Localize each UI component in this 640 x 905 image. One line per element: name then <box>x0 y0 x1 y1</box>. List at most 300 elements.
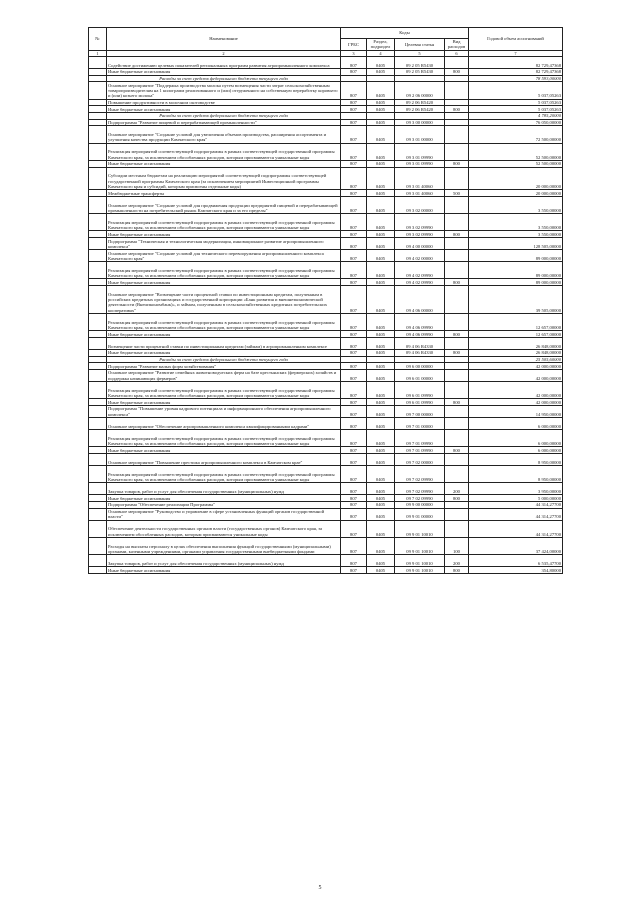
table-row <box>89 75 563 82</box>
header-amount: Годовой объем ассигнований <box>469 28 563 51</box>
row-exp-type-cell: 800 <box>445 279 469 286</box>
row-grbs-cell: 807 <box>341 190 367 197</box>
row-grbs-cell: 807 <box>341 483 367 495</box>
row-exp-type-cell <box>445 214 469 231</box>
row-amount-cell: 3 550,00000 <box>469 231 563 238</box>
row-name-cell: Реализация мероприятий соответствующей подпрограммы в рамках соответствующей государственной программы Камчатского края, за исключением обособленных расходов, которым присваиваются уникальные коды <box>107 143 341 160</box>
row-grbs-cell: 807 <box>341 143 367 160</box>
row-exp-type-cell: 800 <box>445 68 469 75</box>
row-target-cell: 09 2 06 R5420 <box>395 99 445 106</box>
table-row <box>89 112 563 119</box>
row-amount-cell: 128 505,00000 <box>469 238 563 250</box>
row-num-cell <box>89 167 107 190</box>
row-num-cell <box>89 196 107 213</box>
row-exp-type-cell: 800 <box>445 399 469 406</box>
row-target-cell: 09 3 01 40060 <box>395 190 445 197</box>
row-amount-cell: 42 000,00000 <box>469 363 563 370</box>
row-section-cell: 0405 <box>367 250 395 262</box>
row-target-cell: 09 4 00 00000 <box>395 238 445 250</box>
row-section-cell: 0405 <box>367 314 395 331</box>
row-target-cell: 09 4 06 R4330 <box>395 338 445 350</box>
row-section-cell: 0405 <box>367 508 395 520</box>
table-header <box>89 28 563 57</box>
row-name-cell: Основное мероприятие "Создание условий для технического перевооружения агропромышленного комплекса Камчатского края" <box>107 250 341 262</box>
row-num-cell <box>89 250 107 262</box>
row-section-cell: 0405 <box>367 418 395 430</box>
row-name-cell: Реализация мероприятий соответствующей подпрограммы в рамках соответствующей государственной программы Камчатского края, за исключением обособленных расходов, которым присваиваются уникальные коды <box>107 214 341 231</box>
row-section-cell: 0405 <box>367 406 395 418</box>
row-exp-type-cell <box>445 466 469 483</box>
row-exp-type-cell <box>445 56 469 68</box>
row-target-cell: 09 7 02 09990 <box>395 495 445 502</box>
row-num-cell <box>89 190 107 197</box>
header-section: Раздел, подраздел <box>367 39 395 51</box>
row-num-cell <box>89 262 107 279</box>
row-num-cell <box>89 538 107 555</box>
row-exp-type-cell: 200 <box>445 483 469 495</box>
table-row <box>89 314 563 331</box>
row-amount-cell: 89 000,00000 <box>469 279 563 286</box>
row-grbs-cell: 807 <box>341 68 367 75</box>
table-row <box>89 370 563 382</box>
row-section-cell: 0405 <box>367 68 395 75</box>
col-number: 6 <box>445 50 469 56</box>
table-row <box>89 454 563 466</box>
row-num-cell <box>89 238 107 250</box>
row-exp-type-cell <box>445 167 469 190</box>
row-amount-cell: 5 000,00000 <box>469 495 563 502</box>
row-target-cell: 09 7 01 00000 <box>395 418 445 430</box>
col-number: 4 <box>367 50 395 56</box>
row-grbs-cell <box>341 75 367 82</box>
table-row <box>89 106 563 113</box>
table-row <box>89 538 563 555</box>
table-row <box>89 279 563 286</box>
table-row <box>89 250 563 262</box>
row-amount-cell: 4 785,20000 <box>469 112 563 119</box>
row-grbs-cell: 807 <box>341 382 367 399</box>
row-exp-type-cell <box>445 338 469 350</box>
row-exp-type-cell <box>445 196 469 213</box>
table-row <box>89 338 563 350</box>
row-section-cell: 0405 <box>367 430 395 447</box>
row-target-cell: 09 9 00 00000 <box>395 502 445 509</box>
row-section-cell: 0405 <box>367 99 395 106</box>
row-amount-cell: 5 037,05263 <box>469 82 563 99</box>
row-num-cell <box>89 350 107 357</box>
row-target-cell <box>395 112 445 119</box>
row-name-cell: Основное мероприятие "Возмещение части процентной ставки по инвестиционным кредитам, полученным в российских кредитных организациях и государственной корпорации «Банк развития и внешнеэкономической деятельности (Внешэкономбанк)», и займам, полученным в сельскохозяйственных кредитных потребительских кооперативах" <box>107 286 341 314</box>
row-section-cell: 0405 <box>367 167 395 190</box>
row-exp-type-cell <box>445 82 469 99</box>
table-row <box>89 238 563 250</box>
row-amount-cell: 52 500,00000 <box>469 143 563 160</box>
table-row <box>89 350 563 357</box>
row-grbs-cell: 807 <box>341 418 367 430</box>
row-grbs-cell: 807 <box>341 331 367 338</box>
row-exp-type-cell <box>445 520 469 537</box>
row-exp-type-cell <box>445 418 469 430</box>
row-num-cell <box>89 356 107 363</box>
table-row <box>89 331 563 338</box>
row-exp-type-cell: 800 <box>445 106 469 113</box>
table-row <box>89 126 563 143</box>
table-row <box>89 196 563 213</box>
row-section-cell: 0405 <box>367 382 395 399</box>
table-row <box>89 190 563 197</box>
row-name-cell: Подпрограмма "Техническая и технологическая модернизация, инновационное развитие агропромышленного комплекса" <box>107 238 341 250</box>
row-target-cell: 09 3 01 00000 <box>395 126 445 143</box>
row-target-cell: 09 3 01 40060 <box>395 167 445 190</box>
row-name-cell: Иные бюджетные ассигнования <box>107 399 341 406</box>
row-grbs-cell: 807 <box>341 82 367 99</box>
row-exp-type-cell <box>445 143 469 160</box>
row-amount-cell: 42 000,00000 <box>469 382 563 399</box>
row-amount-cell: 52 500,00000 <box>469 160 563 167</box>
row-target-cell: 09 4 06 09990 <box>395 331 445 338</box>
row-num-cell <box>89 106 107 113</box>
row-amount-cell: 25 505,60000 <box>469 356 563 363</box>
row-section-cell: 0405 <box>367 447 395 454</box>
row-amount-cell: 42 000,00000 <box>469 370 563 382</box>
row-grbs-cell <box>341 112 367 119</box>
header-grbs: ГРБС <box>341 39 367 51</box>
row-grbs-cell: 807 <box>341 538 367 555</box>
row-section-cell: 0405 <box>367 370 395 382</box>
header-num: № <box>89 28 107 51</box>
row-name-cell: Возмещение части процентной ставки по инвестиционным кредитам (займам) в агропромышленном комплексе <box>107 338 341 350</box>
row-amount-cell: 76 050,00000 <box>469 119 563 126</box>
row-amount-cell: 12 657,00000 <box>469 314 563 331</box>
table-row <box>89 495 563 502</box>
row-section-cell: 0405 <box>367 190 395 197</box>
table-row <box>89 56 563 68</box>
row-num-cell <box>89 466 107 483</box>
row-num-cell <box>89 160 107 167</box>
row-name-cell: Закупка товаров, работ и услуг для обеспечения государственных (муниципальных) нужд <box>107 555 341 567</box>
row-grbs-cell: 807 <box>341 238 367 250</box>
row-target-cell: 09 9 01 10010 <box>395 567 445 574</box>
row-name-cell: Расходы за счет средств федерального бюджета текущего года <box>107 112 341 119</box>
row-num-cell <box>89 363 107 370</box>
row-target-cell: 09 9 01 00000 <box>395 508 445 520</box>
row-name-cell: Подпрограмма "Развитие пищевой и перерабатывающей промышленности" <box>107 119 341 126</box>
row-target-cell: 09 4 06 00000 <box>395 286 445 314</box>
row-target-cell: 09 6 00 00000 <box>395 363 445 370</box>
row-amount-cell: 3 550,00000 <box>469 196 563 213</box>
row-section-cell: 0405 <box>367 286 395 314</box>
row-target-cell: 09 7 02 09990 <box>395 466 445 483</box>
row-grbs-cell: 807 <box>341 250 367 262</box>
row-section-cell <box>367 112 395 119</box>
table-row <box>89 466 563 483</box>
row-num-cell <box>89 382 107 399</box>
row-exp-type-cell <box>445 126 469 143</box>
table-body <box>89 56 563 573</box>
row-target-cell: 09 7 02 00000 <box>395 454 445 466</box>
row-target-cell: 09 6 01 00000 <box>395 370 445 382</box>
row-target-cell: 09 2 06 00000 <box>395 82 445 99</box>
row-exp-type-cell: 800 <box>445 495 469 502</box>
row-num-cell <box>89 119 107 126</box>
row-num-cell <box>89 555 107 567</box>
row-name-cell: Иные бюджетные ассигнования <box>107 106 341 113</box>
row-grbs-cell: 807 <box>341 363 367 370</box>
row-section-cell <box>367 356 395 363</box>
row-amount-cell: 44 314,27700 <box>469 508 563 520</box>
table-row <box>89 520 563 537</box>
row-grbs-cell: 807 <box>341 279 367 286</box>
row-exp-type-cell <box>445 508 469 520</box>
row-amount-cell: 20 000,00000 <box>469 167 563 190</box>
row-num-cell <box>89 418 107 430</box>
page-number: 5 <box>318 885 322 891</box>
row-name-cell: Основное мероприятие "Создание условий для увеличения объемов производства, расширения ассортимента и улучшения качества продукции Камчатского края" <box>107 126 341 143</box>
row-section-cell: 0405 <box>367 399 395 406</box>
row-amount-cell: 82 729,47368 <box>469 68 563 75</box>
row-target-cell: 09 4 02 09990 <box>395 279 445 286</box>
row-num-cell <box>89 68 107 75</box>
row-grbs-cell: 807 <box>341 555 367 567</box>
row-grbs-cell: 807 <box>341 406 367 418</box>
row-section-cell: 0405 <box>367 126 395 143</box>
row-amount-cell: 39 505,00000 <box>469 286 563 314</box>
row-grbs-cell: 807 <box>341 196 367 213</box>
row-name-cell: Основное мероприятие "Поддержка производства молока путем возмещения части затрат сельскохозяйственным товаропроизводителям на 1 килограмм реализованного и (или) отгруженного на собственную переработку коровьего и (или) козьего молока" <box>107 82 341 99</box>
row-grbs-cell: 807 <box>341 508 367 520</box>
row-name-cell: Подпрограмма "Развитие малых форм хозяйствования" <box>107 363 341 370</box>
row-amount-cell: 26 848,00000 <box>469 350 563 357</box>
table-row <box>89 286 563 314</box>
row-grbs-cell: 807 <box>341 214 367 231</box>
row-num-cell <box>89 75 107 82</box>
row-exp-type-cell <box>445 75 469 82</box>
table-row <box>89 430 563 447</box>
table-row <box>89 167 563 190</box>
row-num-cell <box>89 370 107 382</box>
row-name-cell: Иные бюджетные ассигнования <box>107 160 341 167</box>
row-exp-type-cell: 500 <box>445 190 469 197</box>
row-amount-cell: 8 950,00000 <box>469 466 563 483</box>
row-num-cell <box>89 331 107 338</box>
row-name-cell: Расходы на выплаты персоналу в целях обеспечения выполнения функций государственными (муниципальными) органами, казенными учреждениями, органами управления государственными внебюджетными фондами <box>107 538 341 555</box>
row-section-cell: 0405 <box>367 338 395 350</box>
table-row <box>89 399 563 406</box>
row-name-cell: Иные бюджетные ассигнования <box>107 231 341 238</box>
row-amount-cell: 20 000,00000 <box>469 190 563 197</box>
table-row <box>89 143 563 160</box>
row-exp-type-cell <box>445 363 469 370</box>
row-grbs-cell: 807 <box>341 99 367 106</box>
table-row <box>89 567 563 574</box>
row-amount-cell: 3 950,00000 <box>469 483 563 495</box>
row-section-cell: 0405 <box>367 214 395 231</box>
row-num-cell <box>89 99 107 106</box>
row-amount-cell: 44 314,27700 <box>469 520 563 537</box>
row-name-cell: Иные бюджетные ассигнования <box>107 279 341 286</box>
row-amount-cell: 12 657,00000 <box>469 331 563 338</box>
row-amount-cell: 44 314,27700 <box>469 502 563 509</box>
col-number: 3 <box>341 50 367 56</box>
col-number: 1 <box>89 50 107 56</box>
budget-table <box>88 27 563 574</box>
row-num-cell <box>89 399 107 406</box>
row-target-cell: 09 4 02 09990 <box>395 262 445 279</box>
row-num-cell <box>89 502 107 509</box>
row-name-cell: Основное мероприятие "Повышение престижа агропромышленного комплекса в Камчатском крае" <box>107 454 341 466</box>
row-amount-cell: 6 535,47700 <box>469 555 563 567</box>
row-name-cell: Иные бюджетные ассигнования <box>107 567 341 574</box>
row-section-cell: 0405 <box>367 196 395 213</box>
table-row <box>89 119 563 126</box>
row-num-cell <box>89 231 107 238</box>
row-target-cell: 09 7 01 09990 <box>395 447 445 454</box>
row-num-cell <box>89 495 107 502</box>
row-name-cell: Субсидии местным бюджетам на реализацию мероприятий соответствующей подпрограммы соответствующей государственной программы Камчатского края (за исключением мероприятий Инвестиционной программы Камчатского края и субсидий, которым присвоены отдельные коды) <box>107 167 341 190</box>
row-section-cell: 0405 <box>367 160 395 167</box>
row-amount-cell: 78 593,00000 <box>469 75 563 82</box>
row-exp-type-cell: 800 <box>445 567 469 574</box>
row-num-cell <box>89 430 107 447</box>
row-name-cell: Иные бюджетные ассигнования <box>107 68 341 75</box>
row-grbs-cell: 807 <box>341 106 367 113</box>
row-target-cell: 09 3 00 00000 <box>395 119 445 126</box>
row-target-cell: 09 9 01 10010 <box>395 520 445 537</box>
row-name-cell: Основное мероприятие "Развитие семейных животноводческих ферм на базе крестьянских (фермерских) хозяйств и поддержка начинающих фермеров" <box>107 370 341 382</box>
row-exp-type-cell <box>445 406 469 418</box>
row-num-cell <box>89 126 107 143</box>
row-section-cell: 0405 <box>367 466 395 483</box>
row-name-cell: Расходы за счет средств федерального бюджета текущего года <box>107 75 341 82</box>
row-grbs-cell: 807 <box>341 520 367 537</box>
row-num-cell <box>89 279 107 286</box>
row-num-cell <box>89 82 107 99</box>
row-grbs-cell: 807 <box>341 502 367 509</box>
row-grbs-cell: 807 <box>341 350 367 357</box>
row-num-cell <box>89 143 107 160</box>
table-row <box>89 502 563 509</box>
row-section-cell: 0405 <box>367 350 395 357</box>
col-number: 5 <box>395 50 445 56</box>
row-exp-type-cell <box>445 356 469 363</box>
row-grbs-cell: 807 <box>341 56 367 68</box>
table-row <box>89 68 563 75</box>
row-amount-cell: 6 000,00000 <box>469 430 563 447</box>
row-exp-type-cell <box>445 119 469 126</box>
row-exp-type-cell <box>445 99 469 106</box>
row-target-cell: 09 2 05 R5430 <box>395 68 445 75</box>
row-num-cell <box>89 447 107 454</box>
row-exp-type-cell <box>445 314 469 331</box>
row-name-cell: Реализация мероприятий соответствующей подпрограммы в рамках соответствующей государственной программы Камчатского края, за исключением обособленных расходов, которым присваиваются уникальные коды <box>107 314 341 331</box>
row-section-cell: 0405 <box>367 279 395 286</box>
row-grbs-cell <box>341 356 367 363</box>
table-row <box>89 483 563 495</box>
row-name-cell: Иные бюджетные ассигнования <box>107 495 341 502</box>
row-amount-cell: 89 000,00000 <box>469 250 563 262</box>
row-target-cell: 09 6 01 09990 <box>395 399 445 406</box>
row-section-cell: 0405 <box>367 82 395 99</box>
table-row <box>89 262 563 279</box>
row-section-cell: 0405 <box>367 262 395 279</box>
row-section-cell: 0405 <box>367 363 395 370</box>
row-exp-type-cell: 100 <box>445 538 469 555</box>
row-amount-cell: 26 848,00000 <box>469 338 563 350</box>
row-section-cell: 0405 <box>367 567 395 574</box>
row-section-cell: 0405 <box>367 555 395 567</box>
row-grbs-cell: 807 <box>341 231 367 238</box>
table-row <box>89 99 563 106</box>
row-name-cell: Расходы за счет средств федерального бюджета текущего года <box>107 356 341 363</box>
header-name: Наименование <box>107 28 341 51</box>
table-row <box>89 555 563 567</box>
row-section-cell: 0405 <box>367 231 395 238</box>
row-num-cell <box>89 338 107 350</box>
row-name-cell: Закупка товаров, работ и услуг для обеспечения государственных (муниципальных) нужд <box>107 483 341 495</box>
row-target-cell: 09 3 02 00000 <box>395 196 445 213</box>
col-number: 2 <box>107 50 341 56</box>
row-amount-cell: 37 424,00000 <box>469 538 563 555</box>
row-grbs-cell: 807 <box>341 314 367 331</box>
row-num-cell <box>89 286 107 314</box>
row-name-cell: Реализация мероприятий соответствующей подпрограммы в рамках соответствующей государственной программы Камчатского края, за исключением обособленных расходов, которым присваиваются уникальные коды <box>107 382 341 399</box>
row-name-cell: Реализация мероприятий соответствующей подпрограммы в рамках соответствующей государственной программы Камчатского края, за исключением обособленных расходов, которым присваиваются уникальные коды <box>107 262 341 279</box>
row-amount-cell: 6 000,00000 <box>469 418 563 430</box>
row-amount-cell: 72 500,00000 <box>469 126 563 143</box>
row-name-cell: Подпрограмма "Повышение уровня кадрового потенциала и информационного обеспечения агропромышленного комплекса" <box>107 406 341 418</box>
row-target-cell: 09 2 06 R5420 <box>395 106 445 113</box>
row-grbs-cell: 807 <box>341 370 367 382</box>
row-target-cell: 09 7 02 09990 <box>395 483 445 495</box>
row-section-cell: 0405 <box>367 454 395 466</box>
row-exp-type-cell <box>445 382 469 399</box>
row-section-cell: 0405 <box>367 143 395 160</box>
row-section-cell: 0405 <box>367 483 395 495</box>
header-target: Целевая статья <box>395 39 445 51</box>
row-target-cell <box>395 75 445 82</box>
row-exp-type-cell: 200 <box>445 555 469 567</box>
table-row <box>89 447 563 454</box>
row-name-cell: Повышение продуктивности в молочном скотоводстве <box>107 99 341 106</box>
row-grbs-cell: 807 <box>341 454 367 466</box>
row-target-cell: 09 3 01 09990 <box>395 160 445 167</box>
table-row <box>89 406 563 418</box>
row-target-cell <box>395 356 445 363</box>
row-grbs-cell: 807 <box>341 430 367 447</box>
row-target-cell: 09 3 02 09990 <box>395 214 445 231</box>
row-name-cell: Межбюджетные трансферты <box>107 190 341 197</box>
col-number: 7 <box>469 50 563 56</box>
table-row <box>89 82 563 99</box>
row-grbs-cell: 807 <box>341 338 367 350</box>
row-amount-cell: 5 037,05263 <box>469 99 563 106</box>
row-exp-type-cell <box>445 250 469 262</box>
row-exp-type-cell <box>445 430 469 447</box>
row-section-cell: 0405 <box>367 238 395 250</box>
row-num-cell <box>89 454 107 466</box>
row-amount-cell: 3 550,00000 <box>469 214 563 231</box>
row-target-cell: 09 3 01 09990 <box>395 143 445 160</box>
row-exp-type-cell <box>445 286 469 314</box>
header-codes-group: Коды <box>341 28 469 39</box>
table-row <box>89 508 563 520</box>
row-amount-cell: 14 950,00000 <box>469 406 563 418</box>
row-exp-type-cell <box>445 454 469 466</box>
row-exp-type-cell: 800 <box>445 231 469 238</box>
row-target-cell: 09 7 00 00000 <box>395 406 445 418</box>
row-num-cell <box>89 508 107 520</box>
row-num-cell <box>89 520 107 537</box>
